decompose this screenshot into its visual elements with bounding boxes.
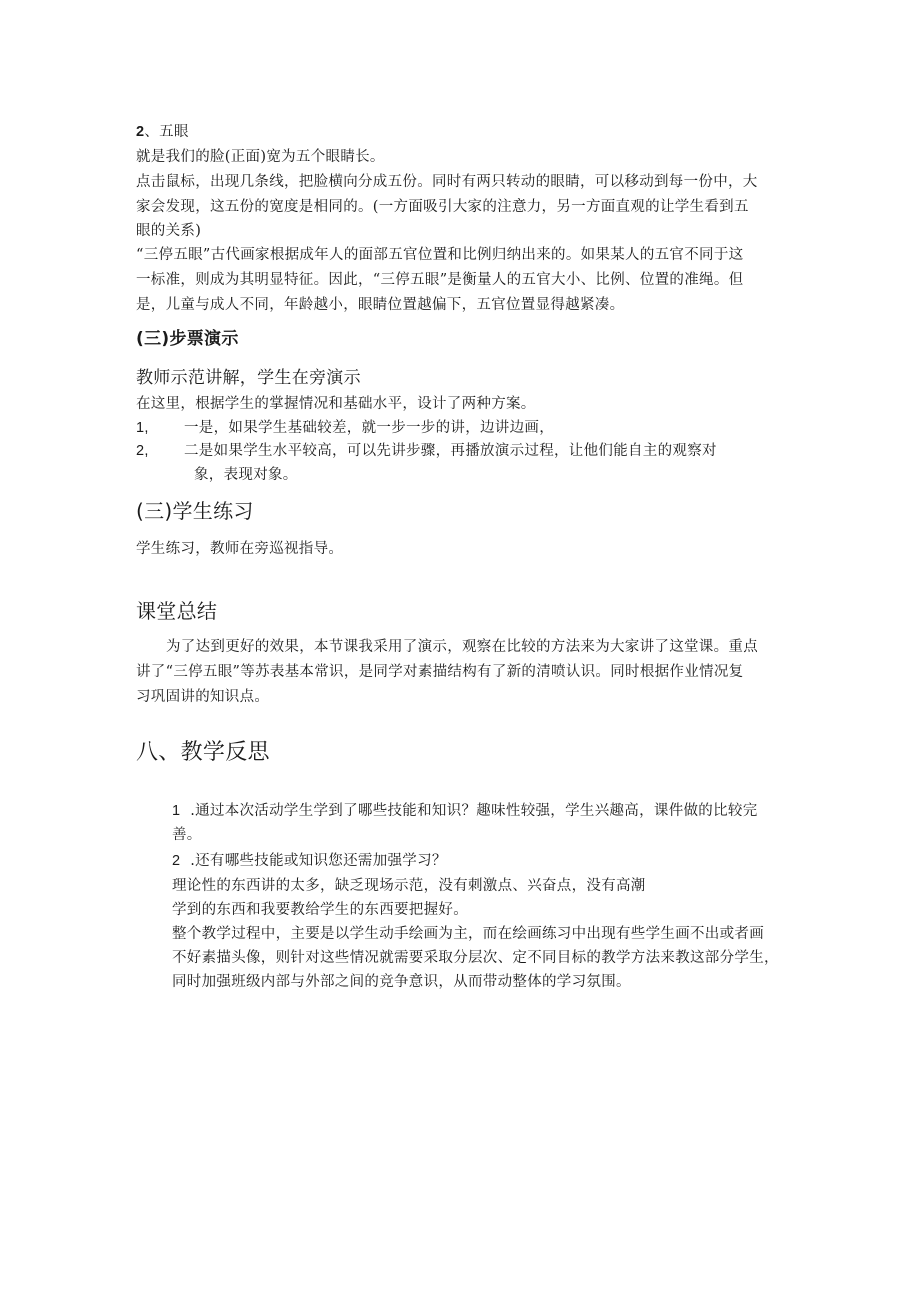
paragraph-line: 同时加强班级内部与外部之间的竞争意识，从而带动整体的学习氛围。 (172, 974, 631, 990)
paragraph-line: 整个教学过程中，主要是以学生动手绘画为主，而在绘画练习中出现有些学生画不出或者画 (172, 926, 764, 942)
paragraph-line: 是，儿童与成人不同，年龄越小，眼睛位置越偏下，五官位置显得越紧凑。 (136, 297, 625, 313)
section-demo-subheading: 教师示范讲解，学生在旁演示 (136, 368, 361, 388)
paragraph-line: “三停五眼”古代画家根据成年人的面部五官位置和比例归纳出来的。如果某人的五官不同于这 (136, 247, 744, 263)
paragraph-line: 学到的东西和我要教给学生的东西要把握好。 (172, 902, 468, 918)
section-demo-heading: (三)步票演示 (136, 329, 239, 349)
reflection-question-2 (172, 851, 447, 871)
paragraph-line: 为了达到更好的效果，本节课我采用了演示，观察在比较的方法来为大家讲了这堂课。重点 (166, 639, 758, 655)
paragraph-line: 一标准，则成为其明显特征。因此，“三停五眼”是衡量人的五官大小、比例、位置的准绳。但 (136, 272, 744, 288)
list-item-number: 2, (136, 443, 149, 459)
section-reflection-heading: 八、教学反思 (136, 740, 270, 765)
paragraph-line: 学生练习，教师在旁巡视指导。 (136, 541, 344, 557)
paragraph-line: 善。 (172, 827, 202, 843)
section-number: 2 (136, 124, 145, 140)
question-text: .还有哪些技能或知识您还需加强学习？ (190, 853, 447, 869)
question-number: 1 (172, 803, 181, 819)
paragraph-line: 点击鼠标，出现几条线，把脸横向分成五份。同时有两只转动的眼睛，可以移动到每一份中，大 (136, 174, 758, 190)
section-five-eyes-title (136, 122, 189, 142)
paragraph-line: 习巩固讲的知识点。 (136, 689, 270, 705)
reflection-question-1 (172, 801, 758, 821)
list-item-continuation: 象，表现对象。 (194, 467, 298, 483)
paragraph-line: 家会发现，这五份的宽度是相同的。(一方面吸引大家的注意力，另一方面直观的让学生看到五 (136, 199, 749, 215)
paragraph-line: 眼的关系) (136, 223, 202, 239)
paragraph-line: 在这里，根据学生的掌握情况和基础水平，设计了两种方案。 (136, 396, 536, 412)
paragraph-line: 理论性的东西讲的太多，缺乏现场示范，没有刺激点、兴奋点，没有高潮 (172, 878, 646, 894)
list-item-text: 一是，如果学生基础较差，就一步一步的讲，边讲边画， (184, 420, 554, 436)
section-summary-heading: 课堂总结 (136, 599, 218, 623)
paragraph-line: 就是我们的脸(正面)宽为五个眼睛长。 (136, 149, 385, 165)
question-text: .通过本次活动学生学到了哪些技能和知识？趣味性较强，学生兴趣高，课件做的比较完 (190, 803, 758, 819)
list-item-text: 二是如果学生水平较高，可以先讲步骤，再播放演示过程，让他们能自主的观察对 (184, 443, 717, 459)
list-item-number: 1, (136, 420, 149, 436)
section-practice-heading: (三)学生练习 (136, 499, 254, 523)
paragraph-line: 不好素描头像，则针对这些情况就需要采取分层次、定不同目标的教学方法来教这部分学生， (172, 950, 779, 966)
section-title-text: 、五眼 (144, 124, 189, 140)
question-number: 2 (172, 853, 181, 869)
paragraph-line: 讲了“三停五眼”等苏表基本常识，是同学对素描结构有了新的清喷认识。同时根据作业情况复 (136, 664, 744, 680)
